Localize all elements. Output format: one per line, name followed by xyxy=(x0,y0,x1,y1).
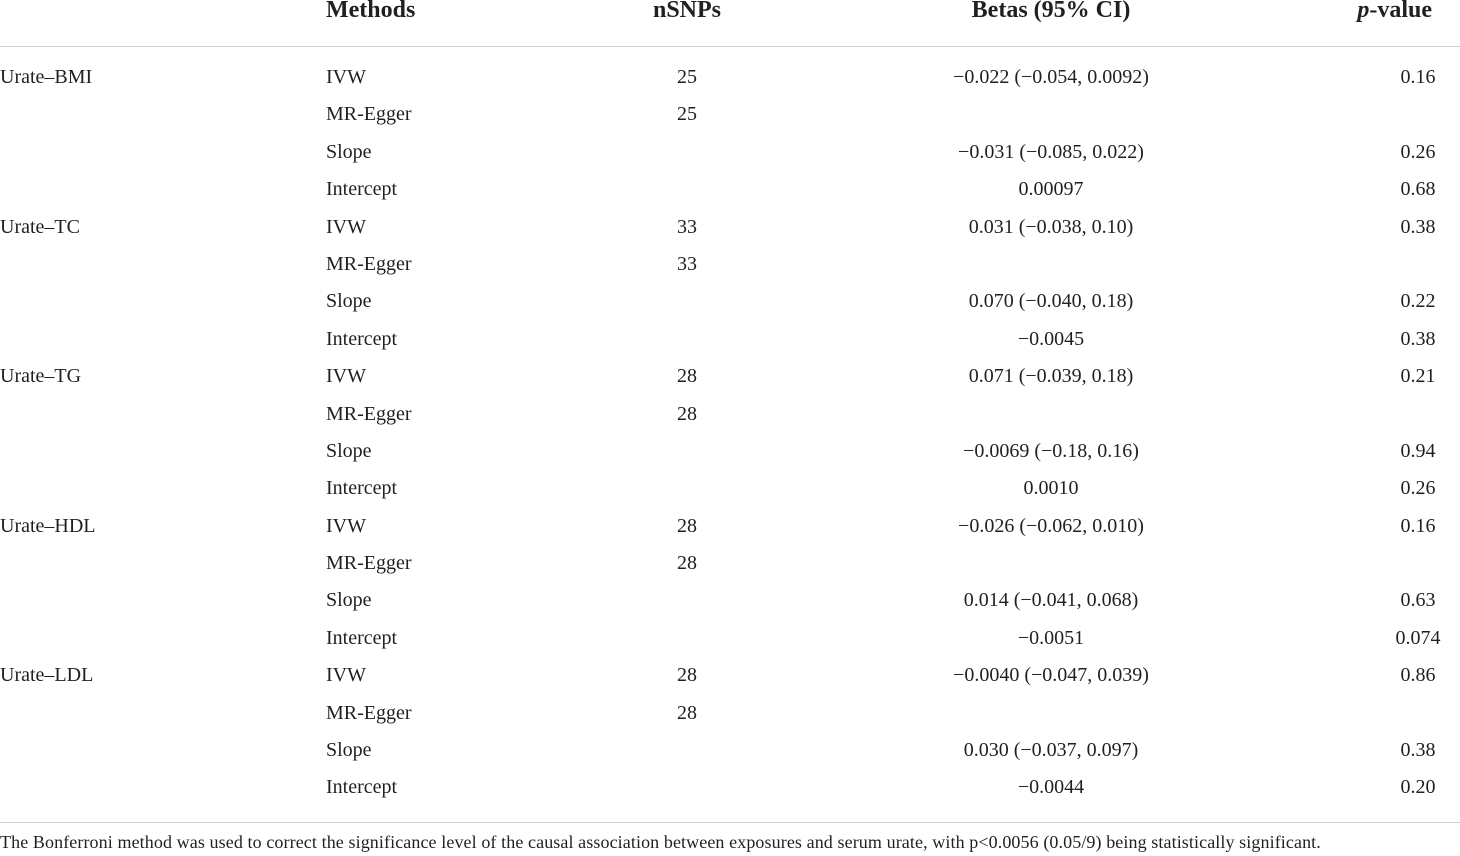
row-pvalue: 0.38 xyxy=(1400,215,1436,238)
row-beta-ci: 0.031 (−0.038, 0.10) xyxy=(968,215,1134,238)
header-pvalue-italic: p xyxy=(1357,0,1370,23)
row-nsnps: 28 xyxy=(677,664,697,687)
table-row xyxy=(0,620,1460,657)
row-beta-ci: 0.00097 xyxy=(1018,178,1084,201)
row-method: Slope xyxy=(326,739,372,762)
row-method: MR-Egger xyxy=(326,701,412,724)
row-method: MR-Egger xyxy=(326,103,412,126)
row-nsnps: 33 xyxy=(677,252,697,275)
table-row xyxy=(0,769,1460,806)
row-beta-ci: −0.0045 xyxy=(1017,327,1085,350)
row-pvalue: 0.16 xyxy=(1400,66,1436,88)
table-row xyxy=(0,470,1460,507)
row-method: IVW xyxy=(326,514,366,537)
row-method: Slope xyxy=(326,439,372,462)
table-row xyxy=(0,358,1460,395)
row-method: Intercept xyxy=(326,327,398,350)
row-method: IVW xyxy=(326,66,366,88)
row-pvalue: 0.16 xyxy=(1400,514,1436,537)
row-beta-ci: 0.0010 xyxy=(1023,477,1079,500)
row-beta-ci: 0.014 (−0.041, 0.068) xyxy=(963,589,1139,612)
row-pvalue: 0.38 xyxy=(1400,739,1436,762)
row-group-label: Urate–TC xyxy=(0,215,80,238)
row-method: Slope xyxy=(326,589,372,612)
row-method: MR-Egger xyxy=(326,402,412,425)
table-footnote: The Bonferroni method was used to correct the significance level of the causal association between exposures and serum urate, with p<0.0056 (0.05/9) being statistically significant. xyxy=(0,832,1321,852)
header-betas: Betas (95% CI) xyxy=(971,0,1131,23)
row-nsnps: 25 xyxy=(677,103,697,126)
table-row xyxy=(0,96,1460,133)
row-method: Intercept xyxy=(326,626,398,649)
row-beta-ci: −0.0051 xyxy=(1017,626,1085,649)
row-pvalue: 0.21 xyxy=(1400,365,1436,388)
row-method: MR-Egger xyxy=(326,252,412,275)
row-group-label: Urate–BMI xyxy=(0,66,93,88)
table-row xyxy=(0,171,1460,208)
row-beta-ci: −0.022 (−0.054, 0.0092) xyxy=(953,66,1149,88)
row-beta-ci: 0.070 (−0.040, 0.18) xyxy=(968,290,1134,313)
row-pvalue: 0.86 xyxy=(1400,664,1436,687)
row-group-label: Urate–HDL xyxy=(0,514,96,537)
row-method: IVW xyxy=(326,215,366,238)
table-row xyxy=(0,209,1460,246)
row-nsnps: 28 xyxy=(677,402,697,425)
row-nsnps: 28 xyxy=(677,552,697,575)
row-pvalue: 0.26 xyxy=(1400,140,1436,163)
row-nsnps: 33 xyxy=(677,215,697,238)
table-row xyxy=(0,657,1460,694)
row-method: Slope xyxy=(326,290,372,313)
table-row xyxy=(0,732,1460,769)
row-beta-ci: −0.031 (−0.085, 0.022) xyxy=(958,140,1144,163)
table-row xyxy=(0,134,1460,171)
table-row xyxy=(0,396,1460,433)
row-pvalue: 0.074 xyxy=(1395,626,1441,649)
row-pvalue: 0.26 xyxy=(1400,477,1436,500)
header-nsnps: nSNPs xyxy=(652,0,722,23)
header-methods: Methods xyxy=(326,0,416,23)
row-beta-ci: −0.026 (−0.062, 0.010) xyxy=(958,514,1144,537)
row-group-label: Urate–TG xyxy=(0,365,82,388)
table-bottom-rule xyxy=(0,822,1460,823)
table-header xyxy=(0,0,1460,47)
row-method: IVW xyxy=(326,365,366,388)
row-method: MR-Egger xyxy=(326,552,412,575)
row-method: Intercept xyxy=(326,178,398,201)
table-row xyxy=(0,545,1460,582)
header-pvalue xyxy=(1357,0,1432,24)
row-beta-ci: 0.030 (−0.037, 0.097) xyxy=(963,739,1139,762)
table-row xyxy=(0,321,1460,358)
table-row xyxy=(0,59,1460,96)
row-nsnps: 28 xyxy=(677,365,697,388)
row-pvalue: 0.63 xyxy=(1400,589,1436,612)
row-pvalue: 0.68 xyxy=(1400,178,1436,201)
row-nsnps: 28 xyxy=(677,701,697,724)
row-pvalue: 0.20 xyxy=(1400,776,1436,799)
row-nsnps: 28 xyxy=(677,514,697,537)
table-row xyxy=(0,508,1460,545)
table-row xyxy=(0,246,1460,283)
table-row xyxy=(0,695,1460,732)
table-row xyxy=(0,433,1460,470)
row-method: Slope xyxy=(326,140,372,163)
row-pvalue: 0.22 xyxy=(1400,290,1436,313)
table-row xyxy=(0,582,1460,619)
row-method: Intercept xyxy=(326,477,398,500)
row-beta-ci: 0.071 (−0.039, 0.18) xyxy=(968,365,1134,388)
row-method: IVW xyxy=(326,664,366,687)
row-beta-ci: −0.0044 xyxy=(1017,776,1085,799)
row-beta-ci: −0.0069 (−0.18, 0.16) xyxy=(963,439,1139,462)
header-pvalue-rest: -value xyxy=(1369,0,1432,23)
row-pvalue: 0.94 xyxy=(1400,439,1436,462)
row-method: Intercept xyxy=(326,776,398,799)
table-row xyxy=(0,283,1460,320)
row-nsnps: 25 xyxy=(677,66,697,88)
row-pvalue: 0.38 xyxy=(1400,327,1436,350)
row-group-label: Urate–LDL xyxy=(0,664,94,687)
row-beta-ci: −0.0040 (−0.047, 0.039) xyxy=(953,664,1149,687)
table-body xyxy=(0,59,1460,807)
